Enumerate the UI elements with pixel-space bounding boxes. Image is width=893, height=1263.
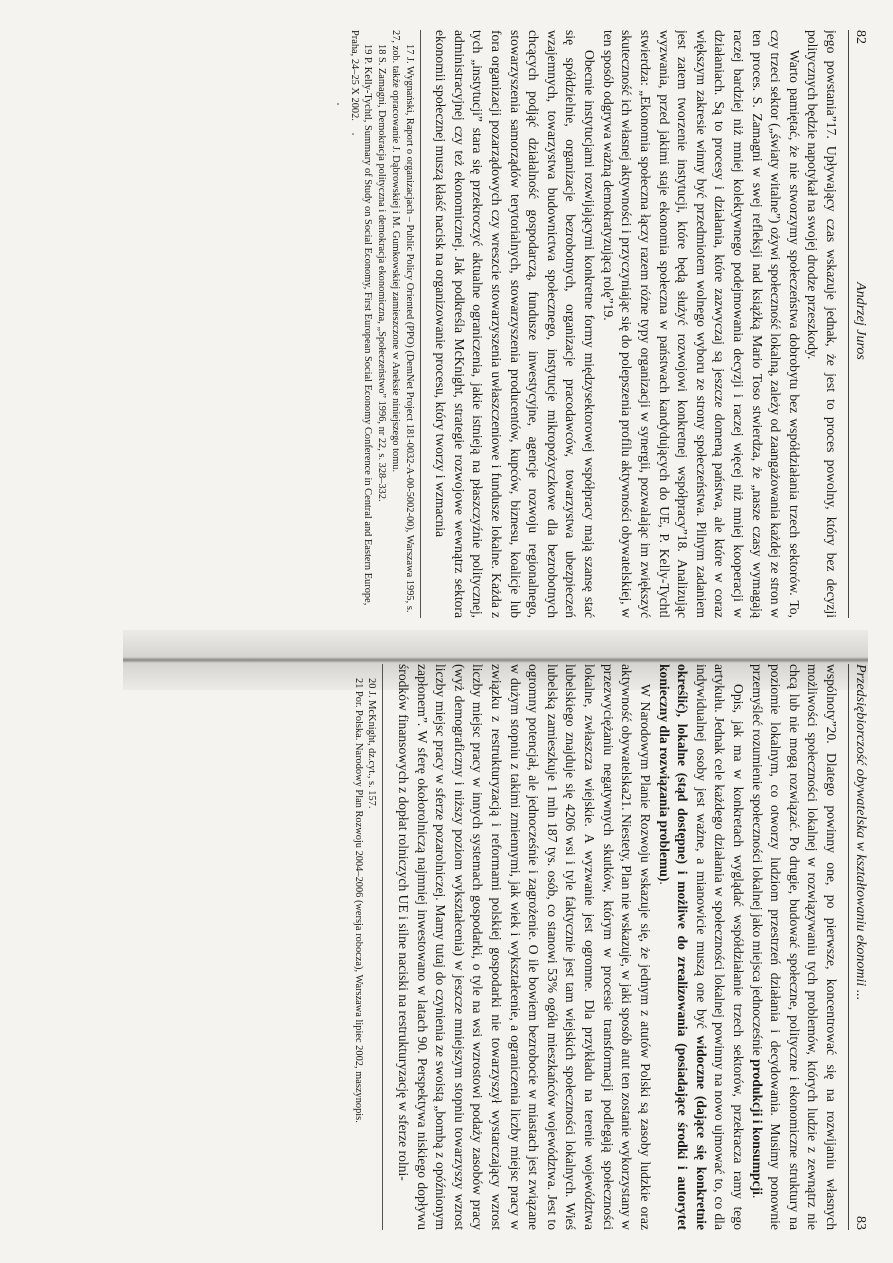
paragraph-end: . <box>656 881 672 885</box>
footnote: 20 J. McKnight, dz.cyt., s. 157. <box>366 678 378 809</box>
right-page-number: 83 <box>853 1216 868 1230</box>
footnote: 17 J. Wygnański, Raport o organizacjach – Public Policy Oriented (PPO) (DemNet Project 181-0032-A-00-5002-00), Warszawa 1995, s. 27, zob. także opracowanie J. Dąbrowskiej i M. Gumkowskiej zamieszczone w Aneksie niniejszego tomu. <box>389 30 415 613</box>
right-page-footnotes <box>351 664 383 1230</box>
left-page-header <box>848 30 868 618</box>
right-page <box>123 630 868 1230</box>
right-page-body <box>393 664 840 1230</box>
left-page-running-title: Andrzej Juros <box>853 282 868 360</box>
paragraph: Obecnie instytucjami rozwijającymi konkretne formy międzysektorowej współpracy mają szansę stać się spółdzielnie, organizacje bezrobotnych, organizacje pracodawców, towarzystwa ubezpieczeń wzajemnych, towarzystwa budownictwa społecznego, instytucje mikropożyczkowe dla bezrobotnych chcących podjąć działalność gospodarczą, fundusze inwestycyjne, agencje rozwoju regionalnego, stowarzyszenia samorządów terytorialnych, stowarzyszenia producentów, kupców, biznesu, koalicje lub fora organizacji pozarządowych czy wreszcie stowarzyszenia uwłaszczeniowe i fundusze lokalne. Każda z tych „instytucji” stara się przekroczyć aktualne ograniczenia, jakie istnieją na płaszczyźnie politycznej, administracyjnej czy też ekonomicznej. Jak podkreśla McKnight, strategie rozwojowe wewnątrz sektora ekonomii społecznej muszą kłaść nacisk na organizowanie procesu, który tworzy i wzmacnia <box>433 30 598 618</box>
bold-phrase: widoczne (dające się konkretnie określić), lokalne (stąd dostępne) i możliwe do zrealizowania (posiadające środki i autorytet konieczny dla rozwiązania problemu) <box>656 664 709 1230</box>
right-page-running-title: Przedsiębiorczość obywatelska w kształtowaniu ekonomii ... <box>853 664 868 1001</box>
footnote: 21 Por. Polska. Narodowy Plan Rozwoju 2004–2006 (wersja robocza), Warszawa lipiec 2002, maszynopis. <box>352 678 364 1123</box>
paragraph: jego powstania”17. Upływający czas wskazuje jednak, że jest to proces powolny, który bez decyzji politycznych będzie napotykał na swojej drodze przeszkody. <box>805 30 839 618</box>
footnote: 18 S. Zamagni, Demokracja polityczna i demokracja ekonomiczna, „Społeczeństwo” 1996, nr 22, s. 328–332. <box>376 44 388 502</box>
paragraph-text: Opis, jak ma w konkretach wyglądać współdziałanie trzech sektorów, przekracza ramy tego artykułu. Jednak cele każdego działania w społeczności lokalnej powinny na nowo ujmować to, co dla indywidualnej osoby jest ważne, a mianowicie muszą one być <box>693 664 746 1230</box>
paragraph: Warto pamiętać, że nie stworzymy społeczeństwa dobrobytu bez współdziałania trzech sektorów. To, czy trzeci sektor („światy witalne”) ożywi społeczność lokalną, zależy od zaangażowania każdej ze stron w ten proces. S. Zamagni w swej refleksji nad książką Mario Toso stwierdza, że „nasze czasy wymagają raczej bardziej niż mniej kolektywnego podejmowania decyzji i raczej więcej niż mniej kooperacji w działaniach. Są to procesy i działania, które zazwyczaj są jeszcze domeną państwa, ale które w coraz większym zakresie winny być przedmiotem wolnego wyboru ze strony społeczeństwa. Pilnym zadaniem jest zatem tworzenie instytucji, które będą służyć rozwojowi konkretnej współpracy”18. Analizując wyzwania, przed jakimi staje ekonomia społeczna w państwach kandydujących do UE, P. Kelly-Tychtl stwierdza: „Ekonomia społeczna łączy razem różne typy organizacji w synergii, pozwalając im zwiększyć skuteczność ich własnej aktywności i przyczyniając się do polepszenia profilu aktywności obywatelskiej, w ten sposób odgrywa ważną demokratyzującą rolę”19. <box>600 30 802 618</box>
left-page-body <box>431 30 840 618</box>
left-page <box>123 30 868 630</box>
paragraph-end: . <box>749 1194 765 1199</box>
paragraph: W Narodowym Planie Rozwoju wskazuje się, że jednym z atutów Polski są zasoby ludzkie oraz aktywność obywatelska21. Niestety, Plan nie wskazuje, w jaki sposób atut ten zostanie wykorzystany w przezwyciężaniu negatywnych skutków, którym w procesie transformacji podlegają społeczności lokalne, zwłaszcza wiejskie. A wyzwanie jest ogromne. Dla przykładu na terenie województwa lubelskiego znajduje się 4206 wsi i tyle faktycznie jest tam wiejskich społeczności lokalnych. Wieś lubelską zamieszkuje 1 mln 187 tys. osób, co stanowi 53% ogółu mieszkańców województwa. Jest to ogromny potencjał, ale jednocześnie i zagrożenie. O ile bowiem bezrobocie w miastach jest związane w dużym stopniu z takimi zmiennymi, jak wiek i wykształcenie, a ograniczenia liczby miejsc pracy w związku z restrukturyzacją i reformami polskiej gospodarki nie towarzyszył wystarczający wzrost liczby miejsc pracy w innych systemach gospodarki, o tyle na wsi wzrostowi podaży zasobów pracy (wyż demograficzny i niższy poziom wykształcenia) w jeszcze mniejszym stopniu towarzyszy wzrost liczby miejsc pracy w sferze pozarolniczej. Mamy tutaj do czynienia ze swoistą „bombą z opóźnionym zapłonem”. W sferę okołorolniczą najmniej inwestowano w latach 90. Perspektywa niskiego dopływu środków finansowych z dopłat rolniczych UE i silne naciski na restrukturyzację w sferze rolni- <box>395 664 653 1230</box>
bold-phrase: produkcji i konsumpcji <box>749 1059 765 1195</box>
right-page-header <box>848 664 868 1230</box>
footnote: 19 P. Kelly-Tychtl, Summary of Study on Social Economy, First European Social Economy Conference in Central and Eastern Europe, Praha, 24–25 X 2002. <box>348 30 374 606</box>
paragraph <box>747 664 840 1230</box>
left-page-footnotes <box>347 30 421 618</box>
left-page-number: 82 <box>853 30 868 44</box>
rotated-book-spread <box>123 30 868 1230</box>
paragraph-text: wspólnoty”20. Dlatego powinny one, po pierwsze, koncentrować się na rozwijaniu własnych możliwości społeczności lokalnej w rozwiązywaniu tych problemów, których ludzie z zewnątrz nie chcą lub nie mogą rozwiązać. Po drugie, budować społeczne, polityczne i ekonomiczne struktury na poziomie lokalnym, co otworzy ludziom przestrzeń działania i decydowania. Musimy ponownie przemyśleć rozumienie społeczności lokalnej jako miejsca jednocześnie <box>749 664 839 1230</box>
paragraph <box>654 664 747 1230</box>
